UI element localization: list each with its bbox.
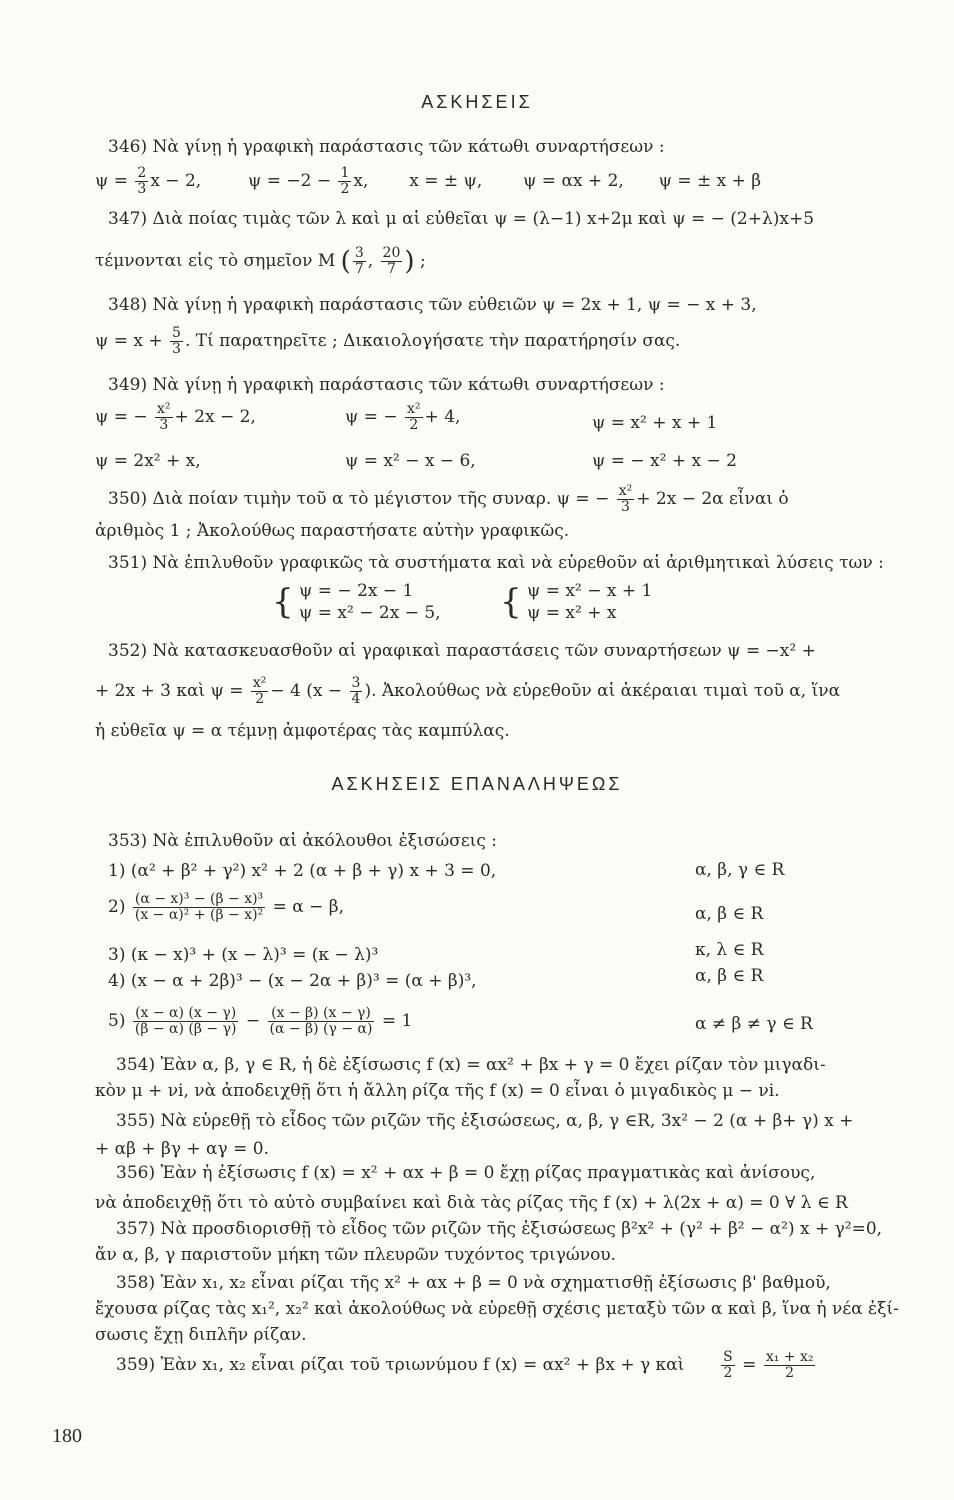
eq-text: + 4, (424, 407, 461, 427)
fraction (721, 1350, 735, 1381)
numerator: S (723, 1349, 733, 1365)
exercise-351-system2: { ψ = x² − x + 1 ψ = x² + x (500, 581, 653, 623)
exercise-353-eq1-domain: α, β, γ ∈ R (695, 860, 785, 880)
eq-text: = 1 (381, 1011, 413, 1031)
denominator: (β − α) (β − γ) (134, 1021, 237, 1037)
denominator: 2 (785, 1365, 795, 1381)
exercise-349-row2b: ψ = x² − x − 6, (345, 451, 476, 471)
exercise-349-row1b (345, 402, 460, 433)
denominator: 2 (723, 1365, 733, 1381)
eq-text: x − 2, (150, 171, 202, 191)
eq-text: τέμνονται εἰς τὸ σημεῖον Μ (95, 251, 336, 271)
numerator: x² (407, 401, 421, 417)
eq-text: − (245, 1011, 261, 1031)
numerator: 2 (137, 165, 147, 181)
eq-text: ψ = − (95, 407, 154, 427)
denominator: 3 (137, 181, 147, 197)
numerator: 1 (340, 165, 350, 181)
eq-text: ψ = αx + 2, (523, 171, 624, 191)
exercise-353-eq1: 1) (α² + β² + γ²) x² + 2 (α + β + γ) x + 3 = 0, (108, 861, 497, 881)
exercise-354-line1: 354) Ἐὰν α, β, γ ∈ R, ἡ δὲ ἐξίσωσις f (x) = αx² + βx + γ = 0 ἔχει ρίζαν τὸν μιγαδι- (116, 1055, 826, 1075)
exercise-353-eq2 (108, 892, 344, 923)
denominator: 7 (354, 261, 364, 277)
exercise-351: 351) Νὰ ἐπιλυθοῦν γραφικῶς τὰ συστήματα καὶ νὰ εὑρεθοῦν αἱ ἀριθμητικαὶ λύσεις των : (108, 553, 884, 573)
system-eq: ψ = x² − 2x − 5, (299, 603, 441, 623)
eq-text: . Τί παρατηρεῖτε ; Δικαιολογήσατε τὴν παρατήρησίν σας. (184, 331, 681, 351)
eq-text: ). Ἀκολούθως νὰ εὑρεθοῦν αἱ ἀκέραιαι τιμαὶ τοῦ α, ἵνα (364, 681, 841, 701)
exercise-352-line1: 352) Νὰ κατασκευασθοῦν αἱ γραφικαὶ παραστάσεις τῶν συναρτήσεων ψ = −x² + (108, 641, 816, 661)
exercise-352-line3: ἡ εὐθεῖα ψ = α τέμνῃ ἀμφοτέρας τὰς καμπύλας. (95, 721, 510, 741)
exercise-357-line1: 357) Νὰ προσδιορισθῇ τὸ εἶδος τῶν ριζῶν τῆς ἐξισώσεως β²x² + (γ² + β² − α²) x + γ²=0, (116, 1219, 883, 1239)
eq-text: 2) (108, 897, 126, 917)
section-title-exercises: ΑΣΚΗΣΕΙΣ (421, 92, 533, 112)
exercise-356-line1: 356) Ἐὰν ἡ ἐξίσωσις f (x) = x² + αx + β = 0 ἔχῃ ρίζας πραγματικὰς καὶ ἀνίσους, (116, 1163, 816, 1183)
denominator: 2 (255, 691, 265, 707)
system-eq: ψ = − 2x − 1 (299, 581, 414, 601)
exercise-356-line2: νὰ ἀποδειχθῇ ὅτι τὸ αὐτὸ συμβαίνει καὶ διὰ τὰς ρίζας τῆς f (x) + λ(2x + α) = 0 ∀ λ ∈ R (95, 1193, 848, 1213)
page-number: 180 (52, 1425, 82, 1447)
exercise-348-line2 (95, 326, 925, 357)
exercise-353: 353) Νὰ ἐπιλυθοῦν αἱ ἀκόλουθοι ἐξισώσεις : (108, 831, 497, 851)
fraction (617, 484, 635, 515)
numerator: x² (252, 675, 267, 691)
exercise-352-line2 (95, 676, 925, 707)
exercise-351-system1: { ψ = − 2x − 1 ψ = x² − 2x − 5, (272, 581, 441, 623)
eq-text: ψ = −2 − (247, 171, 337, 191)
fraction (381, 246, 403, 277)
denominator: 2 (409, 417, 419, 433)
exercise-346-functions (95, 166, 925, 197)
exercise-355-line2: + αβ + βγ + αγ = 0. (95, 1139, 269, 1159)
fraction (353, 246, 366, 277)
eq-text: 350) Διὰ ποίαν τιμὴν τοῦ α τὸ μέγιστον τῆς συναρ. ψ = − (108, 489, 615, 509)
exercise-353-eq5-domain: α ≠ β ≠ γ ∈ R (695, 1014, 813, 1034)
eq-text: − 4 (x − (270, 681, 348, 701)
numerator: x² (618, 483, 633, 499)
exercise-358-line1: 358) Ἐὰν x₁, x₂ εἶναι ρίζαι τῆς x² + αx + β = 0 νὰ σχηματισθῇ ἐξίσωσις β' βαθμοῦ, (116, 1273, 831, 1293)
fraction (268, 1006, 375, 1037)
exercise-349: 349) Νὰ γίνῃ ἡ γραφικὴ παράστασις τῶν κάτωθι συναρτήσεων : (108, 375, 665, 395)
eq-text: x, (353, 171, 369, 191)
numerator: x² (157, 401, 171, 417)
exercise-350-line2: ἀριθμὸς 1 ; Ἀκολούθως παραστήσατε αὐτὴν γραφικῶς. (95, 521, 570, 541)
fraction (135, 166, 148, 197)
denominator: 3 (172, 341, 181, 357)
eq-text: ψ = ± x + β (658, 171, 762, 191)
denominator: 3 (621, 499, 630, 515)
eq-text: 5) (108, 1011, 126, 1031)
numerator: (α − x)³ − (β − x)³ (134, 891, 264, 907)
exercise-358-line3: σωσις ἔχῃ διπλῆν ρίζαν. (95, 1325, 307, 1345)
system-eq: ψ = x² − x + 1 (527, 581, 653, 601)
eq-text: + 2x − 2, (174, 407, 256, 427)
exercise-354-line2: κὸν μ + νi, νὰ ἀποδειχθῇ ὅτι ἡ ἄλλη ρίζα τῆς f (x) = 0 εἶναι ὁ μιγαδικὸς μ − νi. (95, 1081, 780, 1101)
fraction (170, 326, 183, 357)
eq-text: x = ± ψ, (409, 171, 483, 191)
denominator: (x − α)² + (β − x)² (134, 907, 264, 923)
numerator: 5 (172, 325, 181, 341)
eq-text: ψ = − (345, 407, 404, 427)
eq-text: 359) Ἐὰν x₁, x₂ εἶναι ρίζαι τοῦ τριωνύμου f (x) = αx² + βx + γ καὶ (116, 1355, 685, 1375)
fraction (405, 402, 423, 433)
eq-text: = (742, 1355, 757, 1375)
section-title-review-exercises: ΑΣΚΗΣΕΙΣ ΕΠΑΝΑΛΗΨΕΩΣ (331, 774, 623, 794)
eq-text: + 2x − 2α εἶναι ὁ (636, 489, 789, 509)
denominator: 7 (387, 261, 396, 277)
exercise-353-eq4-domain: α, β ∈ R (695, 966, 764, 986)
exercise-346: 346) Νὰ γίνῃ ἡ γραφικὴ παράστασις τῶν κάτωθι συναρτήσεων : (108, 137, 665, 157)
denominator: (α − β) (γ − α) (269, 1021, 373, 1037)
numerator: x₁ + x₂ (765, 1349, 814, 1365)
exercise-353-eq3-domain: κ, λ ∈ R (695, 940, 764, 960)
exercise-353-eq3: 3) (κ − x)³ + (x − λ)³ = (κ − λ)³ (108, 945, 379, 965)
eq-text: + 2x + 3 καὶ ψ = (95, 681, 249, 701)
exercise-353-eq4: 4) (x − α + 2β)³ − (x − 2α + β)³ = (α + β)³, (108, 971, 477, 991)
exercise-347-line2: τέμνονται εἰς τὸ σημεῖον Μ ( $\frac{3}{7}$ , $\frac{20}{7}$ ) ; (95, 245, 426, 277)
eq-text: = α − β, (272, 897, 344, 917)
eq-text: ; (419, 251, 426, 271)
exercise-353-eq2-domain: α, β ∈ R (695, 904, 764, 924)
denominator: 3 (159, 417, 169, 433)
exercise-357-line2: ἄν α, β, γ παριστοῦν μήκη τῶν πλευρῶν τυχόντος τριγώνου. (95, 1245, 617, 1265)
eq-text: ψ = (95, 171, 134, 191)
fraction (133, 1006, 239, 1037)
exercise-348-line1: 348) Νὰ γίνῃ ἡ γραφικὴ παράστασις τῶν εὐθειῶν ψ = 2x + 1, ψ = − x + 3, (108, 295, 757, 315)
eq-text: ψ = x + (95, 331, 169, 351)
exercise-349-row2c: ψ = − x² + x − 2 (592, 451, 737, 471)
exercise-349-row1c: ψ = x² + x + 1 (592, 413, 718, 433)
numerator: (x − β) (x − γ) (268, 1006, 375, 1022)
system-eq: ψ = x² + x (527, 603, 617, 623)
numerator: 3 (354, 245, 364, 261)
fraction (350, 676, 363, 707)
fraction (155, 402, 173, 433)
exercise-358-line2: ἔχουσα ρίζας τὰς x₁², x₂² καὶ ἀκολούθως νὰ εὑρεθῇ σχέσις μεταξὺ τῶν α καὶ β, ἵνα ἡ νέα ἐξί- (95, 1299, 899, 1319)
numerator: 3 (351, 675, 361, 691)
exercise-359 (116, 1350, 928, 1381)
numerator: (x − α) (x − γ) (133, 1006, 239, 1022)
exercise-349-row2a: ψ = 2x² + x, (95, 451, 201, 471)
fraction (251, 676, 269, 707)
exercise-350-line1 (108, 484, 938, 515)
exercise-353-eq5 (108, 1006, 412, 1037)
denominator: 4 (351, 691, 361, 707)
fraction (133, 892, 265, 923)
numerator: 20 (382, 245, 401, 261)
exercise-355-line1: 355) Νὰ εὑρεθῇ τὸ εἶδος τῶν ριζῶν τῆς ἐξισώσεως, α, β, γ ∈R, 3x² − 2 (α + β+ γ) x + (116, 1111, 854, 1131)
fraction (338, 166, 351, 197)
denominator: 2 (340, 181, 350, 197)
fraction (764, 1350, 816, 1381)
exercise-349-row1 (95, 402, 925, 433)
exercise-347-line1: 347) Διὰ ποίας τιμὰς τῶν λ καὶ μ αἱ εὐθεῖαι ψ = (λ−1) x+2μ καὶ ψ = − (2+λ)x+5 (108, 209, 815, 229)
